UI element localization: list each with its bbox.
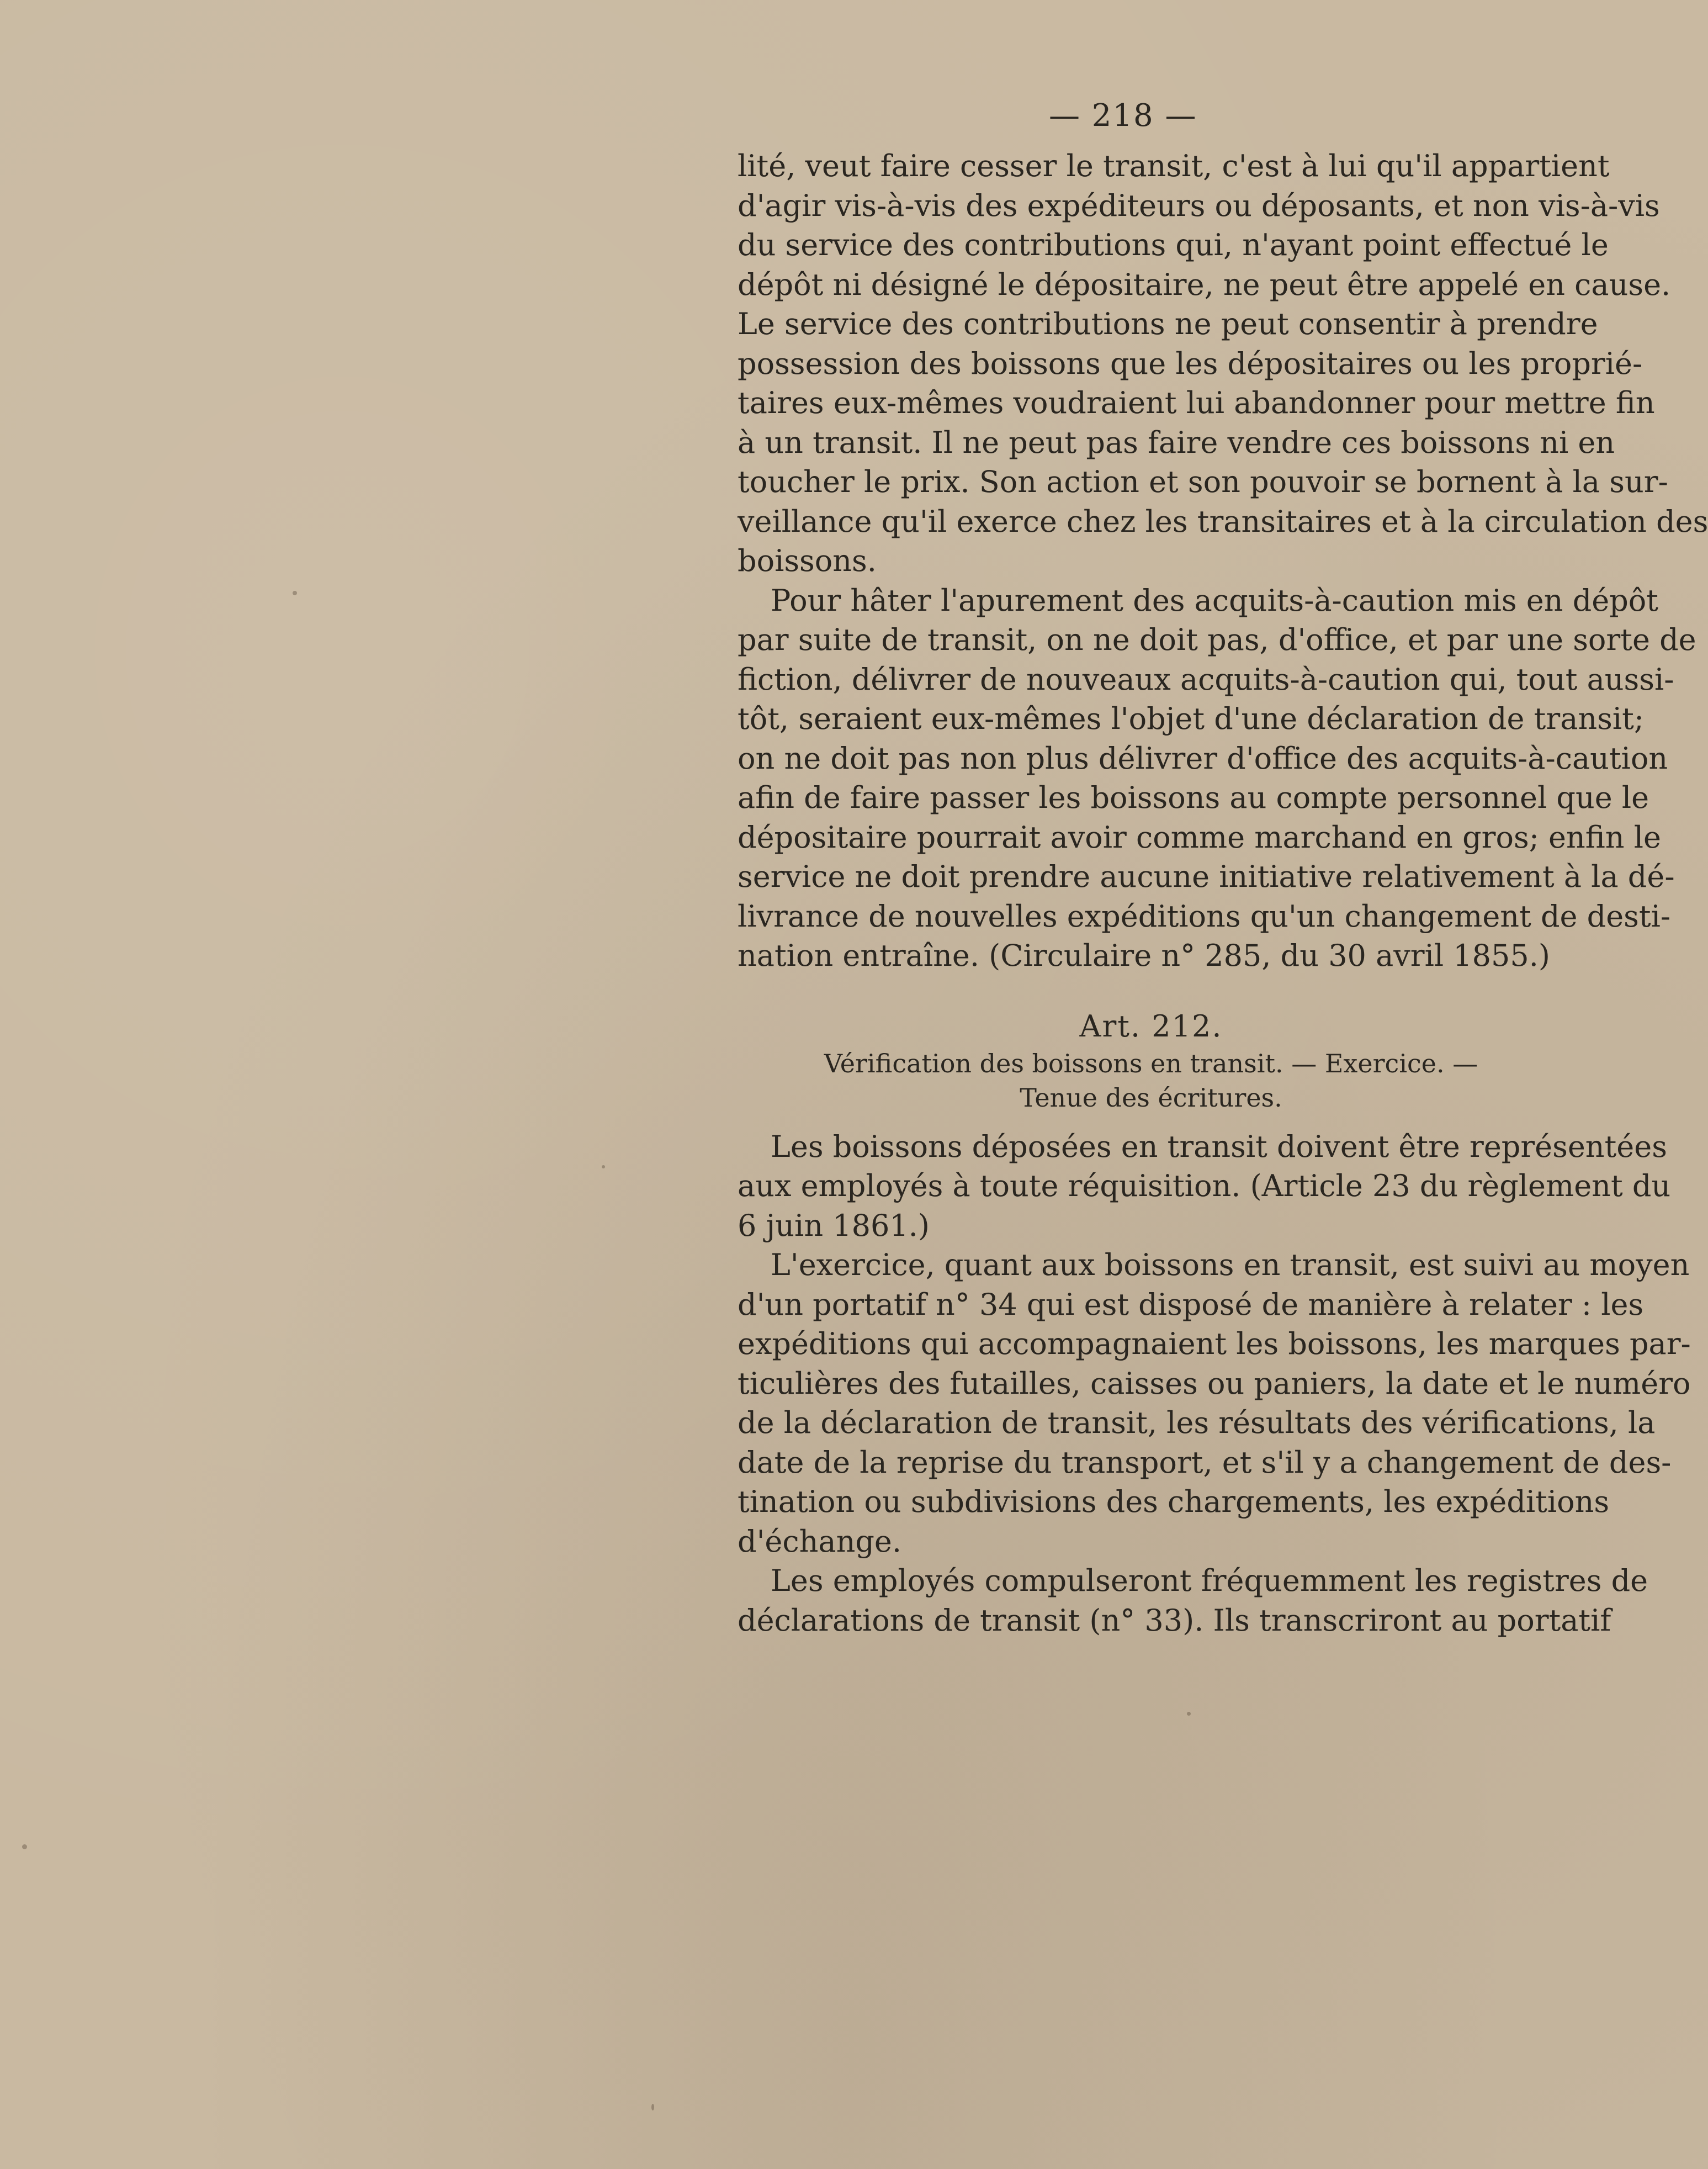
text-line: de la déclaration de transit, les résultats des vérifications, la bbox=[738, 1405, 1656, 1440]
text-line: aux employés à toute réquisition. (Article 23 du règlement du bbox=[738, 1168, 1671, 1203]
text-line: toucher le prix. Son action et son pouvoir se bornent à la sur- bbox=[738, 464, 1668, 499]
paragraph-representation bbox=[738, 1127, 1671, 1246]
text-line: Pour hâter l'apurement des acquits-à-caution mis en dépôt bbox=[771, 583, 1659, 618]
page-number: — 218 — bbox=[1049, 98, 1197, 134]
text-line: à un transit. Il ne peut pas faire vendre ces boissons ni en bbox=[738, 425, 1615, 460]
text-line: date de la reprise du transport, et s'il y a changement de des- bbox=[738, 1445, 1672, 1480]
article-heading: Art. 212. bbox=[1079, 1008, 1223, 1044]
text-line: on ne doit pas non plus délivrer d'office des acquits-à-caution bbox=[738, 740, 1668, 776]
text-line: dépositaire pourrait avoir comme marchand en gros; enfin le bbox=[738, 819, 1661, 855]
text-line: lité, veut faire cesser le transit, c'est à lui qu'il appartient bbox=[738, 149, 1610, 183]
paragraph-apurement bbox=[738, 581, 1696, 976]
text-line: d'agir vis-à-vis des expéditeurs ou déposants, et non vis-à-vis bbox=[738, 188, 1660, 223]
text-line: tination ou subdivisions des chargements, les expéditions bbox=[738, 1484, 1610, 1519]
paragraph-registres bbox=[738, 1561, 1648, 1640]
article-subtitle-line: Tenue des écritures. bbox=[1020, 1082, 1282, 1113]
paper-speck bbox=[22, 1844, 27, 1849]
text-line: Les boissons déposées en transit doivent être représentées bbox=[771, 1129, 1667, 1164]
text-column bbox=[738, 146, 1708, 1640]
text-line: afin de faire passer les boissons au compte personnel que le bbox=[738, 780, 1649, 815]
text-line: ticulières des futailles, caisses ou paniers, la date et le numéro bbox=[738, 1366, 1691, 1401]
paper-speck bbox=[293, 591, 297, 595]
text-line: service ne doit prendre aucune initiative relativement à la dé- bbox=[738, 859, 1675, 894]
paper-speck bbox=[1187, 1712, 1191, 1716]
paragraph-exercice bbox=[738, 1245, 1691, 1561]
text-line: du service des contributions qui, n'ayant point effectué le bbox=[738, 228, 1609, 262]
text-line: déclarations de transit (n° 33). Ils transcriront au portatif bbox=[738, 1602, 1611, 1638]
text-line: Les employés compulseront fréquemment les registres de bbox=[771, 1563, 1648, 1598]
text-line: par suite de transit, on ne doit pas, d'office, et par une sorte de bbox=[738, 622, 1696, 657]
text-line: d'un portatif n° 34 qui est disposé de manière à relater : les bbox=[738, 1287, 1644, 1322]
text-line: expéditions qui accompagnaient les boissons, les marques par- bbox=[738, 1326, 1691, 1361]
text-line: veillance qu'il exerce chez les transitaires et à la circulation des bbox=[738, 504, 1708, 539]
text-line: livrance de nouvelles expéditions qu'un changement de desti- bbox=[738, 898, 1671, 934]
text-line: Le service des contributions ne peut consentir à prendre bbox=[738, 306, 1598, 341]
text-line: taires eux-mêmes voudraient lui abandonner pour mettre fin bbox=[738, 385, 1655, 420]
article-subtitle-line: Vérification des boissons en transit. — Exercice. — bbox=[824, 1048, 1478, 1078]
text-line: d'échange. bbox=[738, 1523, 902, 1559]
paragraph-continuation bbox=[738, 146, 1708, 581]
paper-speck bbox=[602, 1165, 605, 1168]
text-line: L'exercice, quant aux boissons en transit, est suivi au moyen bbox=[771, 1247, 1690, 1282]
text-line: fiction, délivrer de nouveaux acquits-à-caution qui, tout aussi- bbox=[738, 662, 1674, 697]
paper-speck bbox=[651, 2104, 654, 2110]
text-line: nation entraîne. (Circulaire n° 285, du 30 avril 1855.) bbox=[738, 938, 1550, 973]
text-line: tôt, seraient eux-mêmes l'objet d'une déclaration de transit; bbox=[738, 701, 1645, 736]
text-line: 6 juin 1861.) bbox=[738, 1208, 930, 1243]
text-line: dépôt ni désigné le dépositaire, ne peut être appelé en cause. bbox=[738, 267, 1671, 302]
text-line: boissons. bbox=[738, 543, 877, 578]
text-line: possession des boissons que les dépositaires ou les proprié- bbox=[738, 346, 1643, 381]
